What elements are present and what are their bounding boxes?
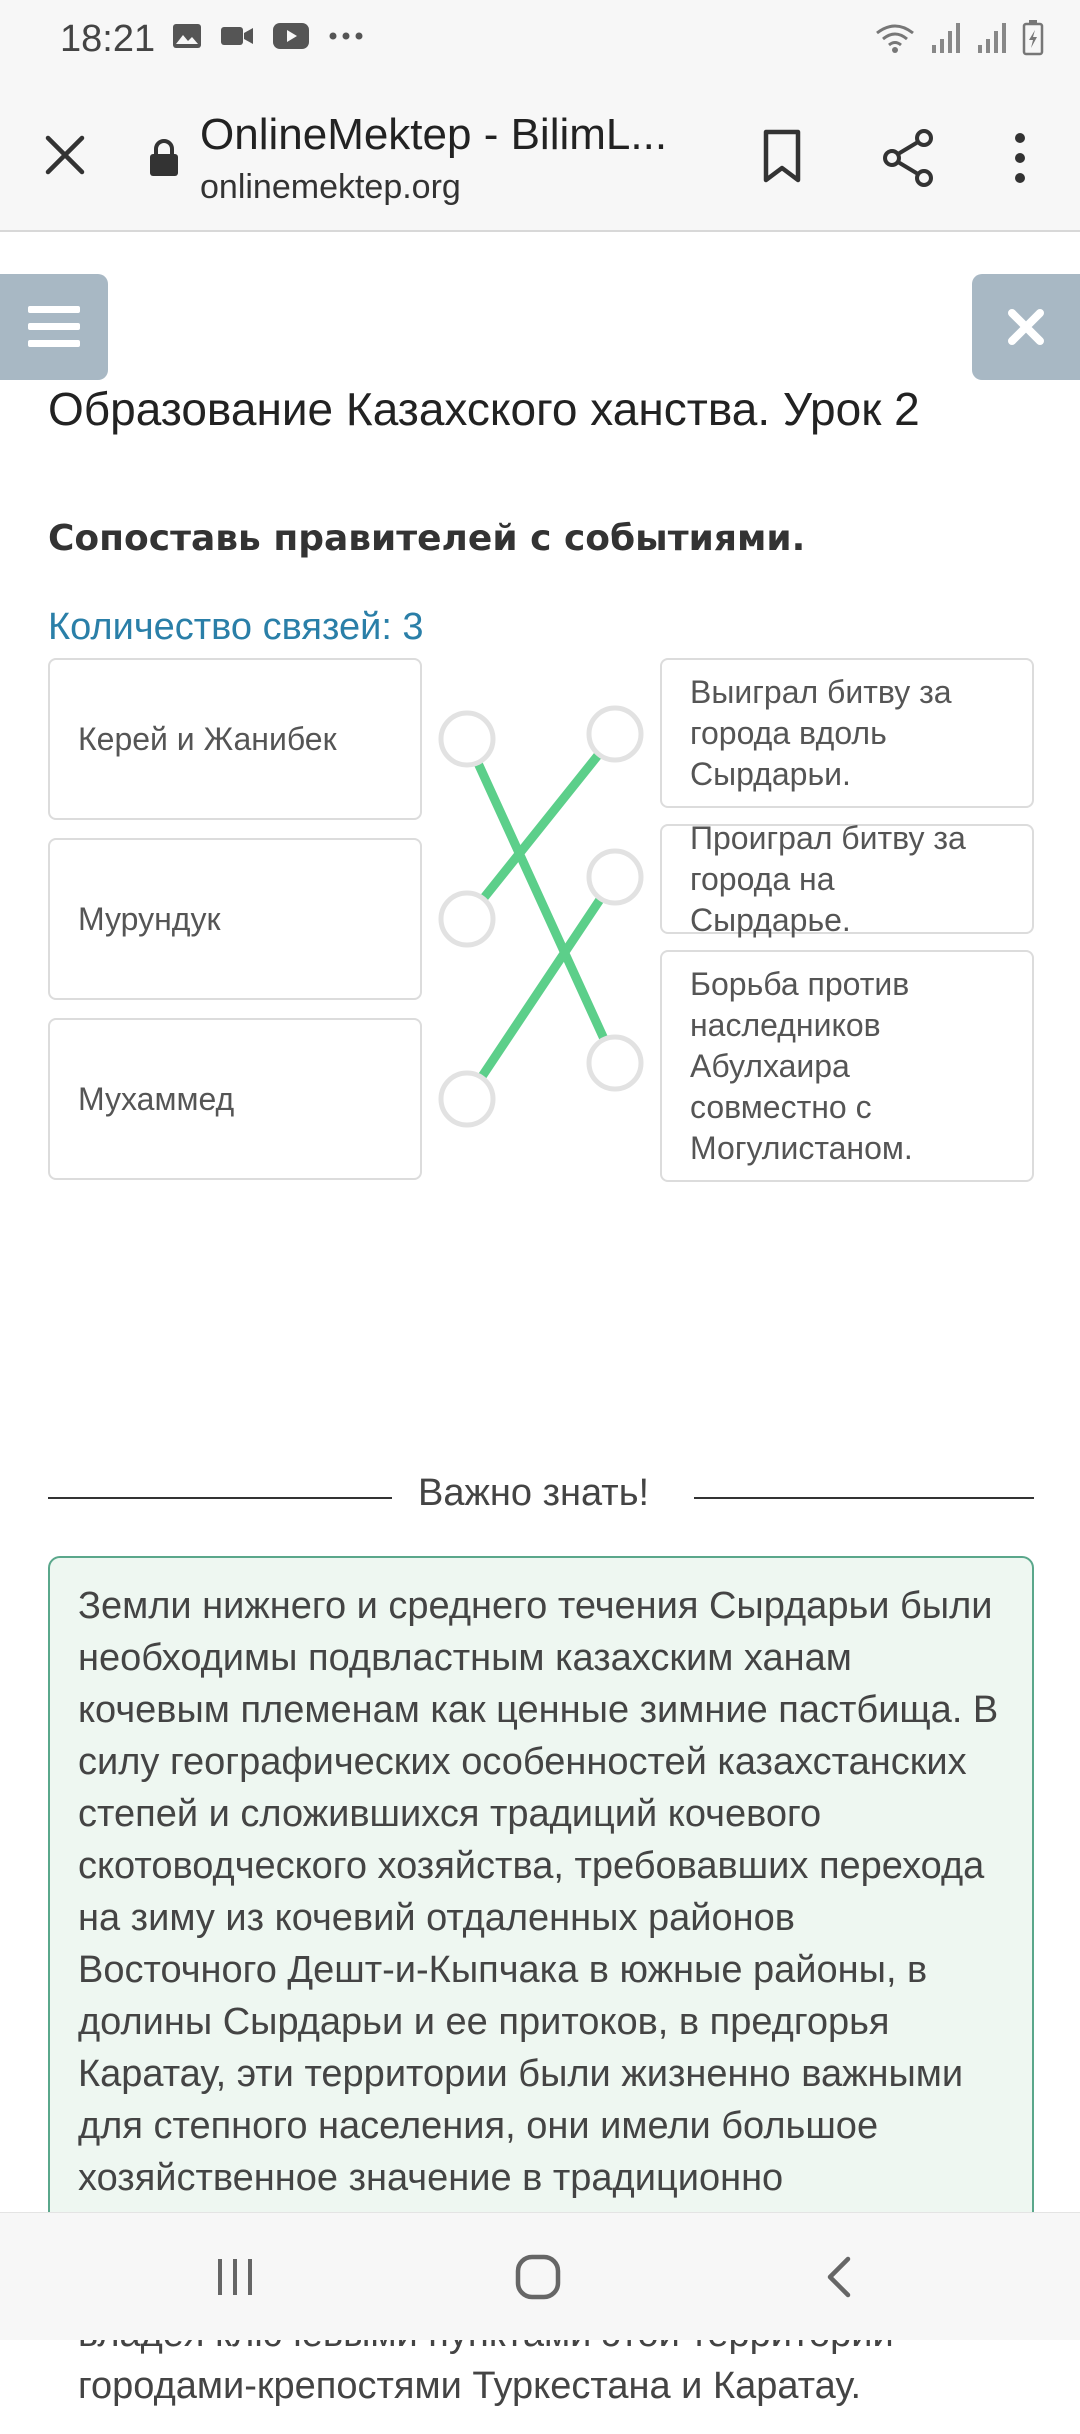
event-label: Выиграл битву за города вдоль Сырдарьи. [690,673,952,792]
right-connector-dot-1[interactable] [589,708,641,760]
home-icon[interactable] [514,2253,562,2301]
ruler-label: Мухаммед [78,1080,235,1117]
important-text: Земли нижнего и среднего течения Сырдарьи были необходимы подвластным казахским ханам кочевым племенам как ценные зимние пастбища. В силу географических особенностей казахстанских степей и сложившихся традиций кочевого скотоводческого хозяйства, требовавших перехода на зиму из кочевий отдаленных районов Восточного Дешт-и-Кыпчака в южные районы, в долины Сырдарьи и ее притоков, в предгорья Каратау, эти территории были жизненно важными для степного населения, они имели большое хозяйственное значение в традиционно городами-крепостями Туркестана и Каратау. [78,1585,999,2407]
right-connector-dot-2[interactable] [589,851,641,903]
important-info-box [48,1556,1034,2407]
recent-apps-icon[interactable] [214,2257,256,2297]
lesson-title: Образование Казахского ханства. Урок 2 [48,383,920,435]
back-icon[interactable] [824,2255,854,2299]
important-divider [48,1472,1034,1522]
links-count: Количество связей: 3 [48,606,424,648]
ruler-card-3[interactable] [48,1018,422,1180]
close-lesson-button[interactable] [972,274,1080,380]
image-icon [172,23,202,49]
event-label: Проиграл битву за города на Сырдарье. [690,819,966,938]
right-connector-dot-3[interactable] [589,1037,641,1089]
notification-icons [172,22,364,50]
close-icon [972,274,1080,380]
event-card-1[interactable] [660,658,1034,808]
status-time: 18:21 [60,18,156,60]
matching-connectors [420,710,660,1230]
battery-icon [1022,20,1044,56]
signal-icon [930,21,962,55]
system-icons [874,20,1044,56]
signal-icon-2 [976,21,1008,55]
hamburger-icon [0,274,108,380]
share-icon[interactable] [880,128,936,188]
ruler-card-1[interactable] [48,658,422,820]
lock-icon [148,138,180,178]
wifi-icon [874,21,916,55]
left-connector-dot-3[interactable] [441,1073,493,1125]
overflow-menu-icon[interactable] [1012,130,1028,186]
status-bar [0,0,1080,84]
left-connector-dot-1[interactable] [441,713,493,765]
important-heading: Важно знать! [418,1472,650,1514]
more-notifications-icon [328,31,364,41]
divider-line-left [48,1497,392,1499]
video-icon [220,24,254,48]
event-card-3[interactable] [660,950,1034,1182]
browser-toolbar [0,84,1080,232]
ruler-label: Керей и Жанибек [78,720,337,757]
bookmark-icon[interactable] [762,128,802,184]
connection-line [467,739,615,1063]
divider-line-right [694,1497,1034,1499]
ruler-card-2[interactable] [48,838,422,1000]
menu-button[interactable] [0,274,108,380]
event-label: Борьба против наследников Абулхаира совместно с Могулистаном. [690,965,913,1166]
system-navigation-bar [0,2212,1080,2340]
task-instruction: Сопоставь правителей с событиями. [48,518,806,559]
ruler-label: Мурундук [78,900,221,937]
close-tab-icon[interactable] [40,130,90,180]
browser-page-title[interactable]: OnlineMektep - BilimL... [200,110,668,159]
left-connector-dot-2[interactable] [441,893,493,945]
browser-url[interactable]: onlinemektep.org [200,168,461,206]
event-card-2[interactable] [660,819,1034,938]
youtube-icon [272,22,310,50]
